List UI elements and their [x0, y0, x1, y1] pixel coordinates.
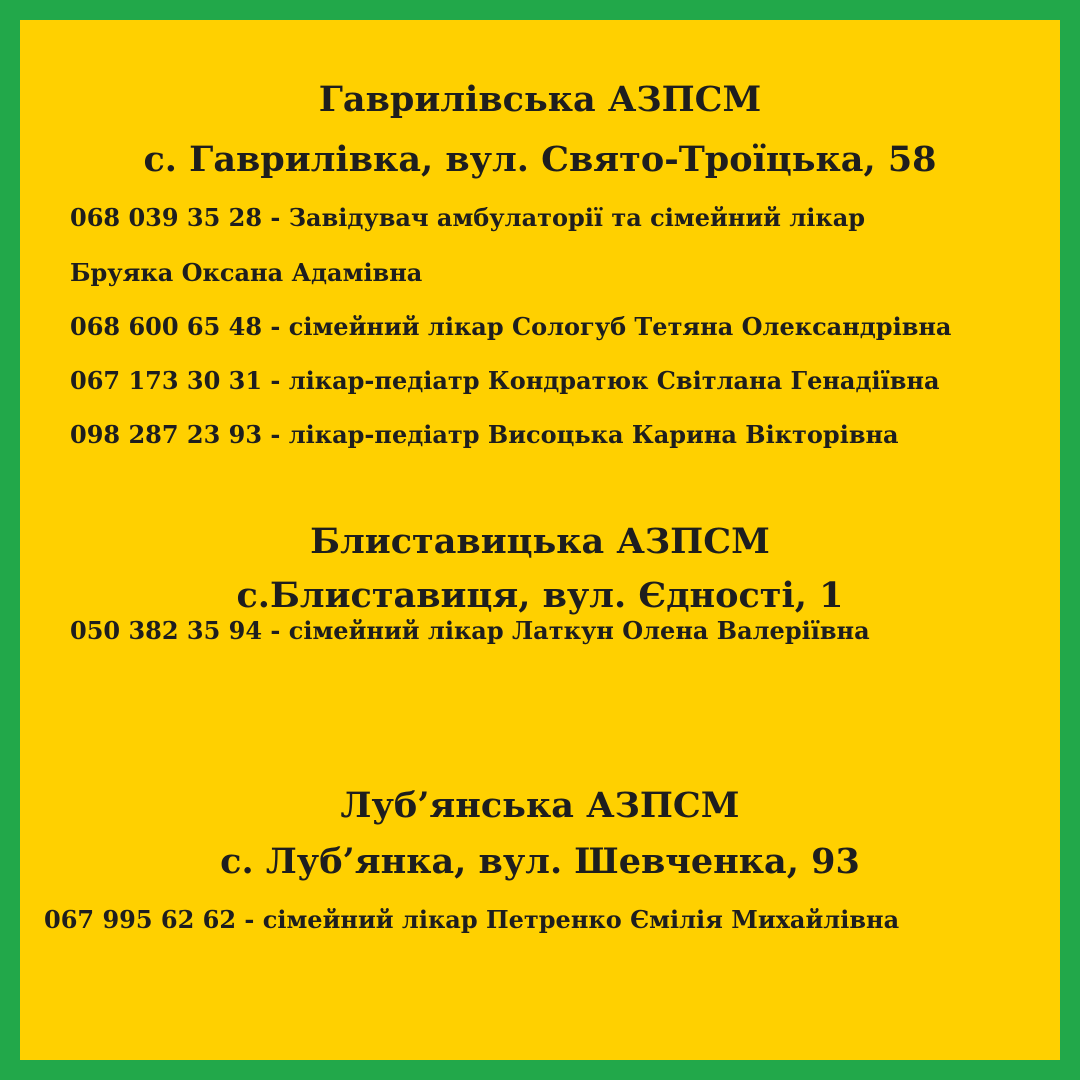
- clinic-2-address: с.Блиставиця, вул. Єдності, 1: [236, 575, 844, 616]
- clinic-1-contact-1-name: Бруяка Оксана Адамівна: [70, 258, 423, 287]
- clinic-1-address: с. Гаврилівка, вул. Свято-Троїцька, 58: [143, 139, 937, 180]
- clinic-3-name: Луб’янська АЗПСМ: [340, 785, 740, 826]
- clinic-1-name: Гаврилівська АЗПСМ: [318, 79, 762, 120]
- clinic-2-name: Блиставицька АЗПСМ: [310, 521, 770, 562]
- clinic-2-contact-1: 050 382 35 94 - сімейний лікар Латкун Олена Валеріївна: [70, 616, 870, 645]
- clinic-3-contact-1: 067 995 62 62 - сімейний лікар Петренко Ємілія Михайлівна: [44, 905, 900, 934]
- clinic-1-contact-1: 068 039 35 28 - Завідувач амбулаторії та сімейний лікар: [70, 203, 866, 232]
- clinic-1-contact-4: 098 287 23 93 - лікар-педіатр Висоцька Карина Вікторівна: [70, 420, 899, 449]
- clinic-3-address: с. Луб’янка, вул. Шевченка, 93: [220, 841, 860, 882]
- clinic-1-contact-3: 067 173 30 31 - лікар-педіатр Кондратюк Світлана Генадіївна: [70, 366, 940, 395]
- clinic-1-contact-2: 068 600 65 48 - сімейний лікар Сологуб Тетяна Олександрівна: [70, 312, 952, 341]
